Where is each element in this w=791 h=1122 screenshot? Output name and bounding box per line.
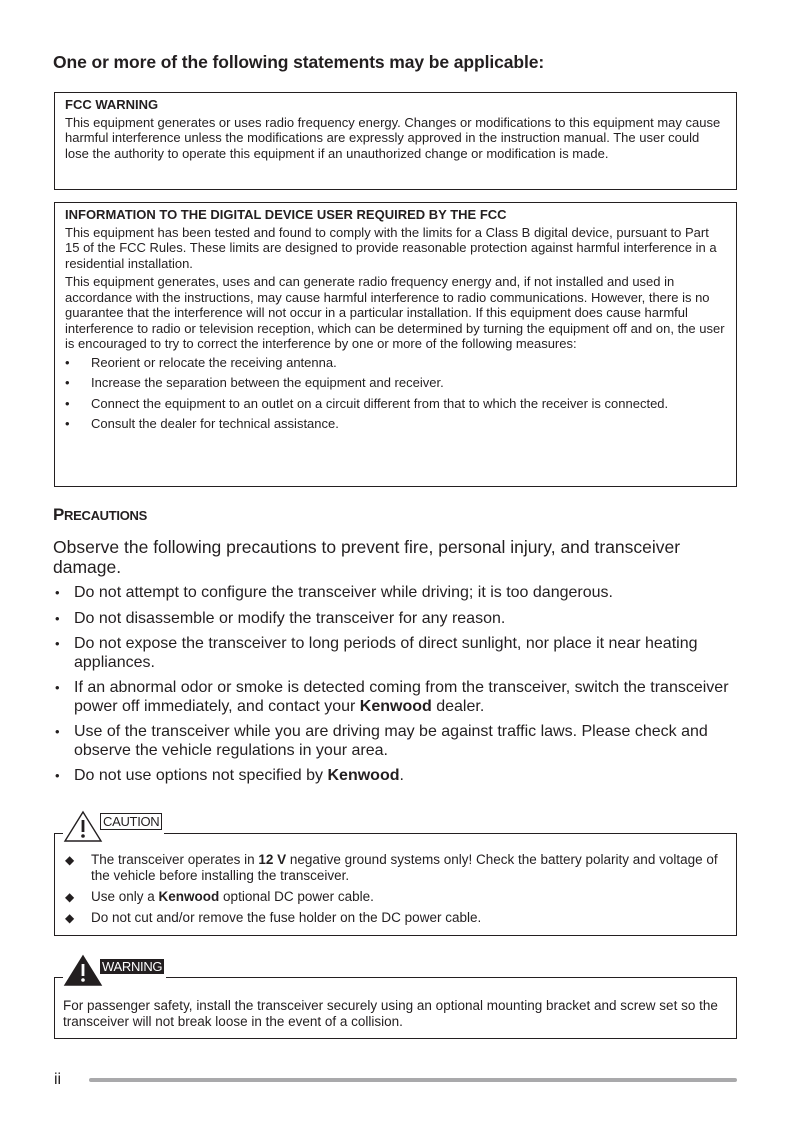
warning-tag: WARNING (102, 959, 163, 974)
bullet-icon: • (55, 680, 60, 695)
item-text: Do not use options not specified by (74, 767, 328, 784)
measure-text: Reorient or relocate the receiving antenna. (91, 354, 337, 370)
item-bold-text: 12 V (258, 852, 287, 867)
bullet-icon: • (55, 610, 60, 626)
measure-text: Consult the dealer for technical assistance. (91, 416, 339, 431)
warning-body: For passenger safety, install the transceiver securely using an optional mounting bracket and screw set so the transceiver will not break loose in the event of a collision. (63, 998, 718, 1029)
bullet-icon: • (65, 416, 70, 431)
precautions-list (53, 584, 743, 793)
list-item (53, 610, 743, 629)
list-item (53, 767, 743, 786)
caution-triangle-outline-icon (63, 810, 103, 842)
list-item (53, 679, 743, 716)
measure-text: Increase the separation between the equipment and receiver. (91, 375, 444, 390)
bullet-icon: • (65, 354, 70, 370)
list-item (65, 910, 726, 926)
list-item (65, 852, 726, 884)
item-text-after: negative ground systems only! Check the battery polarity and voltage of the vehicle before installing the transceiver. (91, 852, 718, 883)
item-text: Use only a (91, 889, 159, 904)
warning-triangle-filled-icon (63, 954, 103, 986)
diamond-bullet-icon: ◆ (65, 911, 75, 925)
bullet-icon: • (65, 395, 70, 411)
bullet-icon: • (55, 724, 60, 739)
warning-box (54, 959, 737, 1039)
item-text-after: . (399, 767, 404, 784)
page-number: ii (54, 1071, 62, 1088)
item-text: Do not expose the transceiver to long periods of direct sunlight, nor place it near heating appliances. (74, 635, 698, 671)
warning-label (63, 956, 166, 986)
digital-device-paragraph: This equipment has been tested and found to comply with the limits for a Class B digital device, pursuant to Part 15 of the FCC Rules. These limits are designed to provide reasonable protection against harmful interference in a residential installation. (65, 224, 717, 271)
item-text: Do not disassemble or modify the transceiver for any reason. (74, 609, 506, 627)
caution-label (63, 812, 164, 842)
item-text: The transceiver operates in (91, 852, 259, 867)
bullet-icon: • (55, 636, 60, 651)
list-item (53, 723, 743, 760)
precautions-title-rest: RECAUTIONS (64, 508, 147, 523)
bullet-icon: • (55, 585, 60, 600)
bullet-icon: • (65, 375, 70, 390)
list-item (53, 635, 743, 672)
item-bold-text: Kenwood (158, 889, 220, 904)
item-text: Do not cut and/or remove the fuse holder on the DC power cable. (91, 910, 482, 925)
footer-rule (89, 1078, 737, 1082)
list-item (65, 396, 726, 412)
fcc-warning-body: This equipment generates or uses radio frequency energy. Changes or modifications to this equipment may cause harmful interference unless the modifications are expressly approved in the instruction manual. The user could lose the authority to operate this equipment if an unauthorized change or modification is made. (65, 114, 721, 161)
item-text-after: optional DC power cable. (219, 889, 374, 904)
item-text: If an abnormal odor or smoke is detected coming from the transceiver, switch the transceiver power off immediately, and contact your (74, 679, 729, 715)
precautions-title-initial: P (53, 505, 65, 524)
diamond-bullet-icon: ◆ (65, 890, 75, 904)
caution-box (54, 814, 737, 936)
item-text: Use of the transceiver while you are driving may be against traffic laws. Please check and observe the vehicle regulations in your area. (74, 723, 708, 759)
measures-list (65, 355, 726, 432)
digital-device-info-box (54, 202, 737, 487)
list-item (65, 375, 726, 391)
item-bold-text: Kenwood (359, 697, 432, 715)
precautions-intro: Observe the following precautions to prevent fire, personal injury, and transceiver damage. (53, 537, 681, 577)
list-item (65, 355, 726, 371)
digital-device-paragraph: This equipment generates, uses and can generate radio frequency energy and, if not installed and used in accordance with the instructions, may cause harmful interference to radio communications. However, there is no guarantee that the interference will not occur in a particular installation. If this equipment does cause harmful interference to radio or television reception, which can be determined by turning the equipment off and on, the user is encouraged to try to correct the interference by one or more of the following measures: (65, 274, 725, 351)
diamond-bullet-icon: ◆ (65, 853, 75, 867)
precautions-title (53, 505, 147, 525)
bullet-icon: • (55, 768, 60, 783)
page-heading: One or more of the following statements may be applicable: (53, 52, 545, 72)
caution-tag: CAUTION (100, 813, 162, 830)
item-text: Do not attempt to configure the transceiver while driving; it is too dangerous. (74, 584, 613, 601)
caution-list (65, 852, 726, 926)
digital-device-title: INFORMATION TO THE DIGITAL DEVICE USER REQUIRED BY THE FCC (65, 207, 507, 222)
measure-text: Connect the equipment to an outlet on a circuit different from that to which the receiver is connected. (91, 395, 669, 411)
fcc-warning-box (54, 92, 737, 190)
fcc-warning-title: FCC WARNING (65, 97, 159, 112)
item-text-after: dealer. (431, 697, 485, 715)
list-item (53, 584, 743, 603)
list-item (65, 889, 726, 905)
list-item (65, 416, 726, 432)
item-bold-text: Kenwood (327, 767, 400, 784)
